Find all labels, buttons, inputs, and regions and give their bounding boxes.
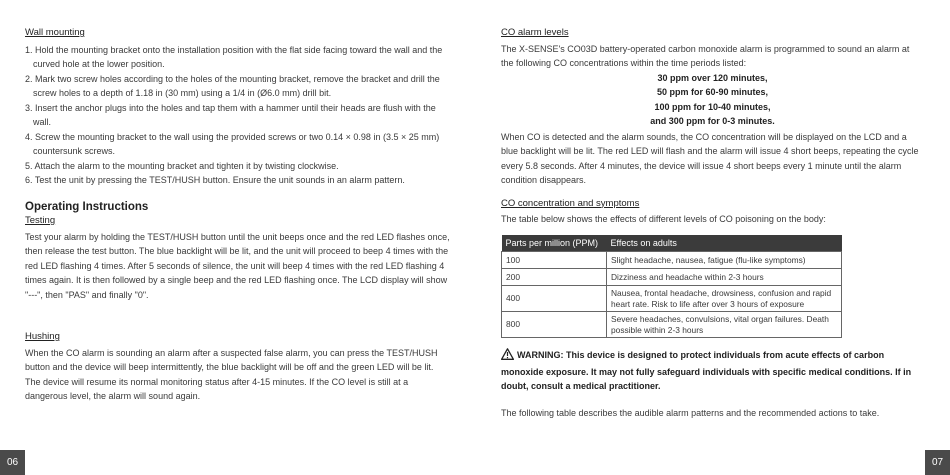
table-header-effects: Effects on adults <box>607 235 842 252</box>
co-symptoms-heading: CO concentration and symptoms <box>501 197 640 209</box>
co-symptoms-table <box>501 235 842 339</box>
page-number-left: 06 <box>0 450 25 475</box>
right-page <box>475 0 950 475</box>
table-cell-effect: Nausea, frontal headache, drowsiness, confusion and rapid heart rate. Risk to life after over 3 hours of exposure <box>607 286 842 312</box>
step-item: 4. Screw the mounting bracket to the wall using the provided screws or two 0.14 × 0.98 in (3.5 × 25 mm) countersunk screws. <box>25 131 440 156</box>
table-row <box>502 286 842 312</box>
co-level-item: 50 ppm for 60-90 minutes, <box>656 87 769 97</box>
hushing-text: When the CO alarm is sounding an alarm after a suspected false alarm, you can press the TEST/HUSH button and the device will beep intermittently, the blue backlight will be off and the green LED will be lit. The device will resume its normal monitoring status after 4-15 minutes. If the CO level is still at a dangerous level, the alarm will sound again. <box>25 347 438 401</box>
warning-notice <box>501 348 924 394</box>
table-row <box>502 269 842 286</box>
wall-mounting-steps <box>25 43 450 188</box>
table-cell-effect: Slight headache, nausea, fatigue (flu-like symptoms) <box>607 252 842 269</box>
page-number-right: 07 <box>925 450 950 475</box>
warning-triangle-icon <box>501 348 514 365</box>
co-alarm-levels-heading: CO alarm levels <box>501 27 569 38</box>
table-row <box>502 252 842 269</box>
warning-text: WARNING: This device is designed to protect individuals from acute effects of carbon monoxide exposure. It may not fully safeguard individuals with specific medical conditions. If in doubt, consult a medical practitioner. <box>501 350 912 391</box>
operating-instructions-heading: Operating Instructions <box>25 200 149 213</box>
co-level-item: 30 ppm over 120 minutes, <box>657 72 768 83</box>
left-column <box>25 26 450 404</box>
table-cell-ppm: 800 <box>502 312 607 338</box>
step-item: 5. Attach the alarm to the mounting bracket and tighten it by twisting clockwise. <box>25 160 339 171</box>
table-row <box>502 312 842 338</box>
table-header-ppm: Parts per million (PPM) <box>502 235 607 252</box>
step-item: 6. Test the unit by pressing the TEST/HUSH button. Ensure the unit sounds in an alarm pattern. <box>25 175 405 185</box>
table-cell-ppm: 200 <box>502 269 607 286</box>
wall-mounting-heading: Wall mounting <box>25 27 85 38</box>
table-cell-effect: Severe headaches, convulsions, vital organ failures. Death possible within 2-3 hours <box>607 312 842 338</box>
hushing-heading: Hushing <box>25 331 60 342</box>
closing-text: The following table describes the audible alarm patterns and the recommended actions to take. <box>501 407 880 418</box>
table-cell-ppm: 100 <box>502 252 607 269</box>
testing-heading: Testing <box>25 215 56 226</box>
step-item: 2. Mark two screw holes according to the holes of the mounting bracket, remove the bracket and drill the screw holes to a depth of 1.18 in (30 mm) using a 1/4 in (Ø6.0 mm) drill bit. <box>25 73 440 98</box>
co-level-item: and 300 ppm for 0-3 minutes. <box>650 116 775 126</box>
table-cell-effect: Dizziness and headache within 2-3 hours <box>607 269 842 286</box>
co-levels-intro: The X-SENSE's CO03D battery-operated carbon monoxide alarm is programmed to sound an alarm at the following CO concentrations within the time periods listed: <box>501 43 910 68</box>
table-header-row <box>502 235 842 252</box>
right-column <box>501 26 924 420</box>
testing-text: Test your alarm by holding the TEST/HUSH button until the unit beeps once and the red LED flashes once, then release the test button. The blue backlight will be lit, and the unit will proceed to beep 4 times with the red LED flashing 4 times. After 5 seconds of silence, the unit will beep 4 times with the red LED flashing 4 times again. It is then followed by a single beep and the red LED flashing once. The LCD display will show "---", then "PAS" and finally "0". <box>25 231 450 300</box>
step-item: 3. Insert the anchor plugs into the holes and tap them with a hammer until their heads are flush with the wall. <box>25 102 436 127</box>
table-cell-ppm: 400 <box>502 286 607 312</box>
co-level-item: 100 ppm for 10-40 minutes, <box>654 101 771 112</box>
co-detected-text: When CO is detected and the alarm sounds, the CO concentration will be displayed on the LCD and a blue backlight will be lit. The red LED will flash and the alarm will issue 4 short beeps, repeating the cycle every 5.8 seconds. After 4 minutes, the device will issue 4 short beeps every 1 minute until the alarm condition disappears. <box>501 131 919 185</box>
co-symptoms-intro: The table below shows the effects of different levels of CO poisoning on the body: <box>501 214 826 224</box>
step-item: 1. Hold the mounting bracket onto the installation position with the flat side facing toward the wall and the curved hole at the lower position. <box>25 44 443 69</box>
